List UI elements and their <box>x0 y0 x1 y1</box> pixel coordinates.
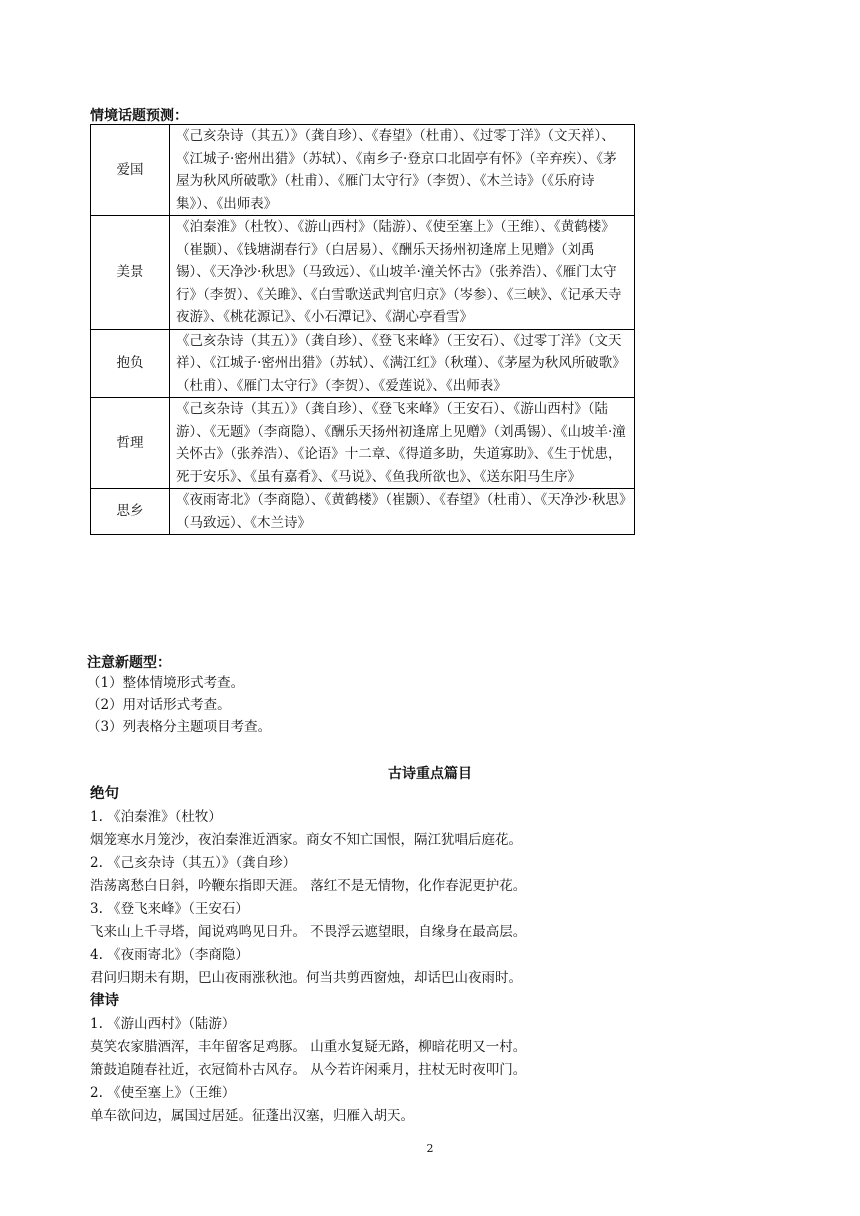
poems-list <box>90 783 790 1128</box>
topic-category: 美景 <box>91 216 170 330</box>
topic-works: 《己亥杂诗（其五）》（龚自珍）、《登飞来峰》（王安石）、《过零丁洋》（文天祥）、《江城子·密州出猎》（苏轼）、《满江红》（秋瑾）、《茅屋为秋风所破歌》（杜甫）、《雁门太守行》（李贺）、《爱莲说》、《出师表》 <box>170 329 635 398</box>
topic-works: 《己亥杂诗（其五）》（龚自珍）、《春望》（杜甫）、《过零丁洋》（文天祥）、《江城子·密州出猎》（苏轼）、《南乡子·登京口北固亭有怀》（辛弃疾）、《茅屋为秋风所破歌》（杜甫）、《雁门太守行》（李贺）、《木兰诗》（《乐府诗集》）、《出师表》 <box>170 125 635 216</box>
topic-category: 抱负 <box>91 329 170 398</box>
section-title: 情境话题预测： <box>90 108 188 124</box>
notes-list <box>87 672 271 738</box>
page-number: 2 <box>426 1142 434 1155</box>
poem-line: 4. 《夜雨寄北》（李商隐） <box>90 947 249 963</box>
topic-category: 哲理 <box>91 398 170 489</box>
poem-line: 单车欲问边，属国过居延。征蓬出汉塞，归雁入胡天。 <box>90 1108 414 1124</box>
poem-line: 浩荡离愁白日斜，吟鞭东指即天涯。 落红不是无情物，化作春泥更护花。 <box>90 878 527 894</box>
note-item: （1）整体情境形式考查。 <box>87 675 245 691</box>
topic-row <box>91 125 635 216</box>
topics-table <box>90 124 635 535</box>
topic-row <box>91 329 635 398</box>
topic-works: 《泊秦淮》（杜牧）、《游山西村》（陆游）、《使至塞上》（王维）、《黄鹤楼》（崔颢）、《钱塘湖春行》（白居易）、《酬乐天扬州初逢席上见赠》（刘禹锡）、《天净沙·秋思》（马致远）、《山坡羊·潼关怀古》（张养浩）、《雁门太守行》（李贺）、《关雎》、《白雪歌送武判官归京》（岑参）、《三峡》、《记承天寺夜游》、《桃花源记》、《小石潭记》、《湖心亭看雪》 <box>170 216 635 330</box>
topic-category: 爱国 <box>91 125 170 216</box>
poem-category-heading: 绝句 <box>90 786 119 802</box>
notes-title: 注意新题型： <box>87 655 171 671</box>
poem-line: 君问归期未有期，巴山夜雨涨秋池。何当共剪西窗烛，却话巴山夜雨时。 <box>90 970 522 986</box>
poems-title: 古诗重点篇目 <box>388 766 472 782</box>
topic-row <box>91 216 635 330</box>
topic-row <box>91 489 635 535</box>
note-item: （3）列表格分主题项目考查。 <box>87 719 272 735</box>
poem-line: 飞来山上千寻塔，闻说鸡鸣见日升。 不畏浮云遮望眼，自缘身在最高层。 <box>90 924 527 940</box>
poem-line: 2. 《己亥杂诗（其五）》（龚自珍） <box>90 855 297 871</box>
poem-line: 烟笼寒水月笼沙，夜泊秦淮近酒家。商女不知亡国恨，隔江犹唱后庭花。 <box>90 832 522 848</box>
topic-category: 思乡 <box>91 489 170 535</box>
poem-line: 2. 《使至塞上》（王维） <box>90 1085 236 1101</box>
poem-line: 1. 《游山西村》（陆游） <box>90 1016 236 1032</box>
poem-line: 箫鼓追随春社近，衣冠简朴古风存。 从今若许闲乘月，拄杖无时夜叩门。 <box>90 1062 527 1078</box>
topic-works: 《夜雨寄北》（李商隐）、《黄鹤楼》（崔颢）、《春望》（杜甫）、《天净沙·秋思》（马致远）、《木兰诗》 <box>170 489 635 535</box>
poem-category-heading: 律诗 <box>90 993 119 1009</box>
poem-line: 1. 《泊秦淮》（杜牧） <box>90 809 222 825</box>
topic-works: 《己亥杂诗（其五）》（龚自珍）、《登飞来峰》（王安石）、《游山西村》（陆游）、《无题》（李商隐）、《酬乐天扬州初逢席上见赠》（刘禹锡）、《山坡羊·潼关怀古》（张养浩）、《论语》十二章、《得道多助，失道寡助》、《生于忧患，死于安乐》、《虽有嘉肴》、《马说》、《鱼我所欲也》、《送东阳马生序》 <box>170 398 635 489</box>
note-item: （2）用对话形式考查。 <box>87 697 231 713</box>
topic-row <box>91 398 635 489</box>
poem-line: 莫笑农家腊酒浑，丰年留客足鸡豚。 山重水复疑无路，柳暗花明又一村。 <box>90 1039 527 1055</box>
poem-line: 3. 《登飞来峰》（王安石） <box>90 901 249 917</box>
